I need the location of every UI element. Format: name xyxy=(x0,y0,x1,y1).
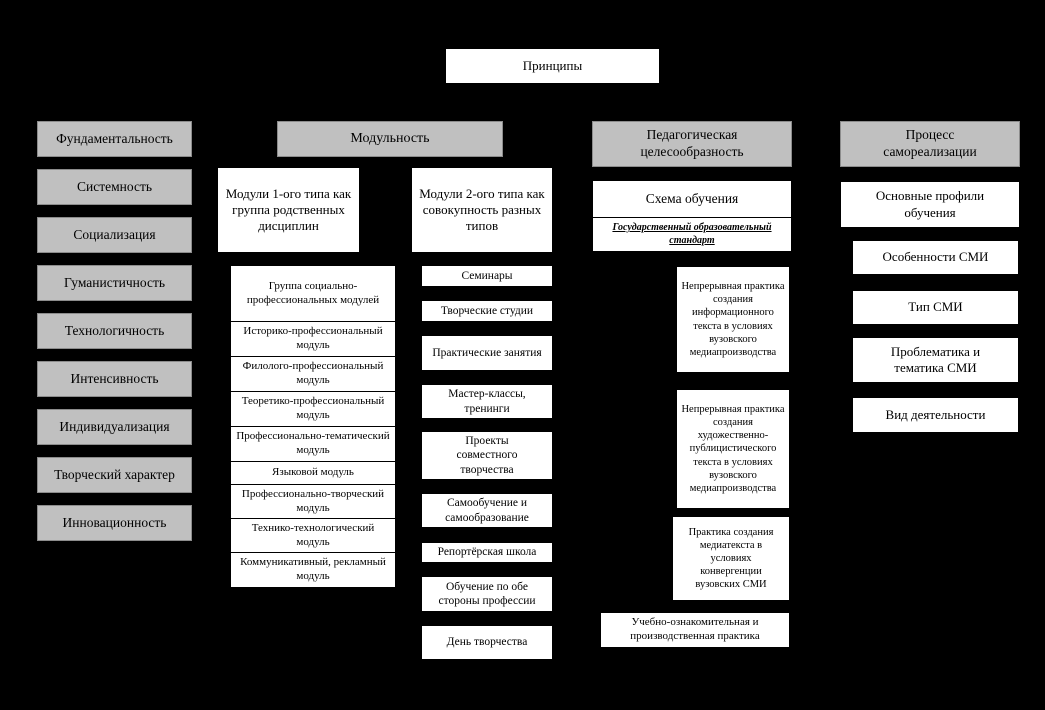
title-box-principles: Принципы xyxy=(445,48,660,84)
module-professional-creative: Профессионально-творческий модуль xyxy=(230,484,396,519)
media-type-box: Тип СМИ xyxy=(852,290,1019,325)
media-features-box: Особенности СМИ xyxy=(852,240,1019,275)
principle-humanism: Гуманистичность xyxy=(37,265,192,301)
pedagogy-header: Педагогическая целесообразность xyxy=(592,121,792,167)
principle-innovation: Инновационность xyxy=(37,505,192,541)
media-problems-themes-box: Проблематика и тематика СМИ xyxy=(852,337,1019,383)
module-technical-technological: Технико-технологический модуль xyxy=(230,518,396,553)
modules-type1-box: Модули 1-ого типа как группа родственных дисциплин xyxy=(217,167,360,253)
practice-industrial: Учебно-ознакомительная и производственная практика xyxy=(600,612,790,648)
form-joint-creativity-projects: Проекты совместного творчества xyxy=(421,431,553,480)
form-self-education: Самообучение и самообразование xyxy=(421,493,553,528)
self-realization-header: Процесс самореализации xyxy=(840,121,1020,167)
principle-creative-character: Творческий характер xyxy=(37,457,192,493)
form-seminars: Семинары xyxy=(421,265,553,287)
form-both-sides-of-profession: Обучение по обе стороны профессии xyxy=(421,576,553,612)
modularity-header: Модульность xyxy=(277,121,503,157)
practice-informational-text: Непрерывная практика создания информационного текста в условиях вузовского медиапроизводства xyxy=(676,266,790,373)
form-creativity-day: День творчества xyxy=(421,625,553,660)
module-historical-professional: Историко-профессиональный модуль xyxy=(230,321,396,357)
form-master-classes: Мастер-классы, тренинги xyxy=(421,384,553,419)
practice-mediatext-convergence: Практика создания медиатекста в условиях конвергенции вузовских СМИ xyxy=(672,516,790,601)
state-educational-standard-box: Государственный образовательный стандарт xyxy=(592,217,792,252)
principle-systemность: Системность xyxy=(37,169,192,205)
module-communicative-advertising: Коммуникативный, рекламный модуль xyxy=(230,552,396,588)
modules-type2-box: Модули 2-ого типа как совокупность разных типов xyxy=(411,167,553,253)
principle-socialization: Социализация xyxy=(37,217,192,253)
principle-fundamentality: Фундаментальность xyxy=(37,121,192,157)
form-practical-classes: Практические занятия xyxy=(421,335,553,371)
form-creative-studios: Творческие студии xyxy=(421,300,553,322)
module-theoretical-professional: Теоретико-профессиональный модуль xyxy=(230,391,396,427)
principle-technological: Технологичность xyxy=(37,313,192,349)
training-scheme-box: Схема обучения xyxy=(592,180,792,218)
type1-modules-stack xyxy=(230,265,396,588)
practice-artistic-publicistic-text: Непрерывная практика создания художественно-публицистического текста в условиях вузовского медиапроизводства xyxy=(676,389,790,509)
module-social-professional-group: Группа социально-профессиональных модулей xyxy=(230,265,396,322)
module-philological-professional: Филолого-профессиональный модуль xyxy=(230,356,396,392)
module-language: Языковой модуль xyxy=(230,461,396,485)
principle-intensity: Интенсивность xyxy=(37,361,192,397)
main-training-profiles-box: Основные профили обучения xyxy=(840,181,1020,228)
principle-individualization: Индивидуализация xyxy=(37,409,192,445)
form-reporter-school: Репортёрская школа xyxy=(421,542,553,563)
activity-type-box: Вид деятельности xyxy=(852,397,1019,433)
module-professional-thematic: Профессионально-тематический модуль xyxy=(230,426,396,462)
